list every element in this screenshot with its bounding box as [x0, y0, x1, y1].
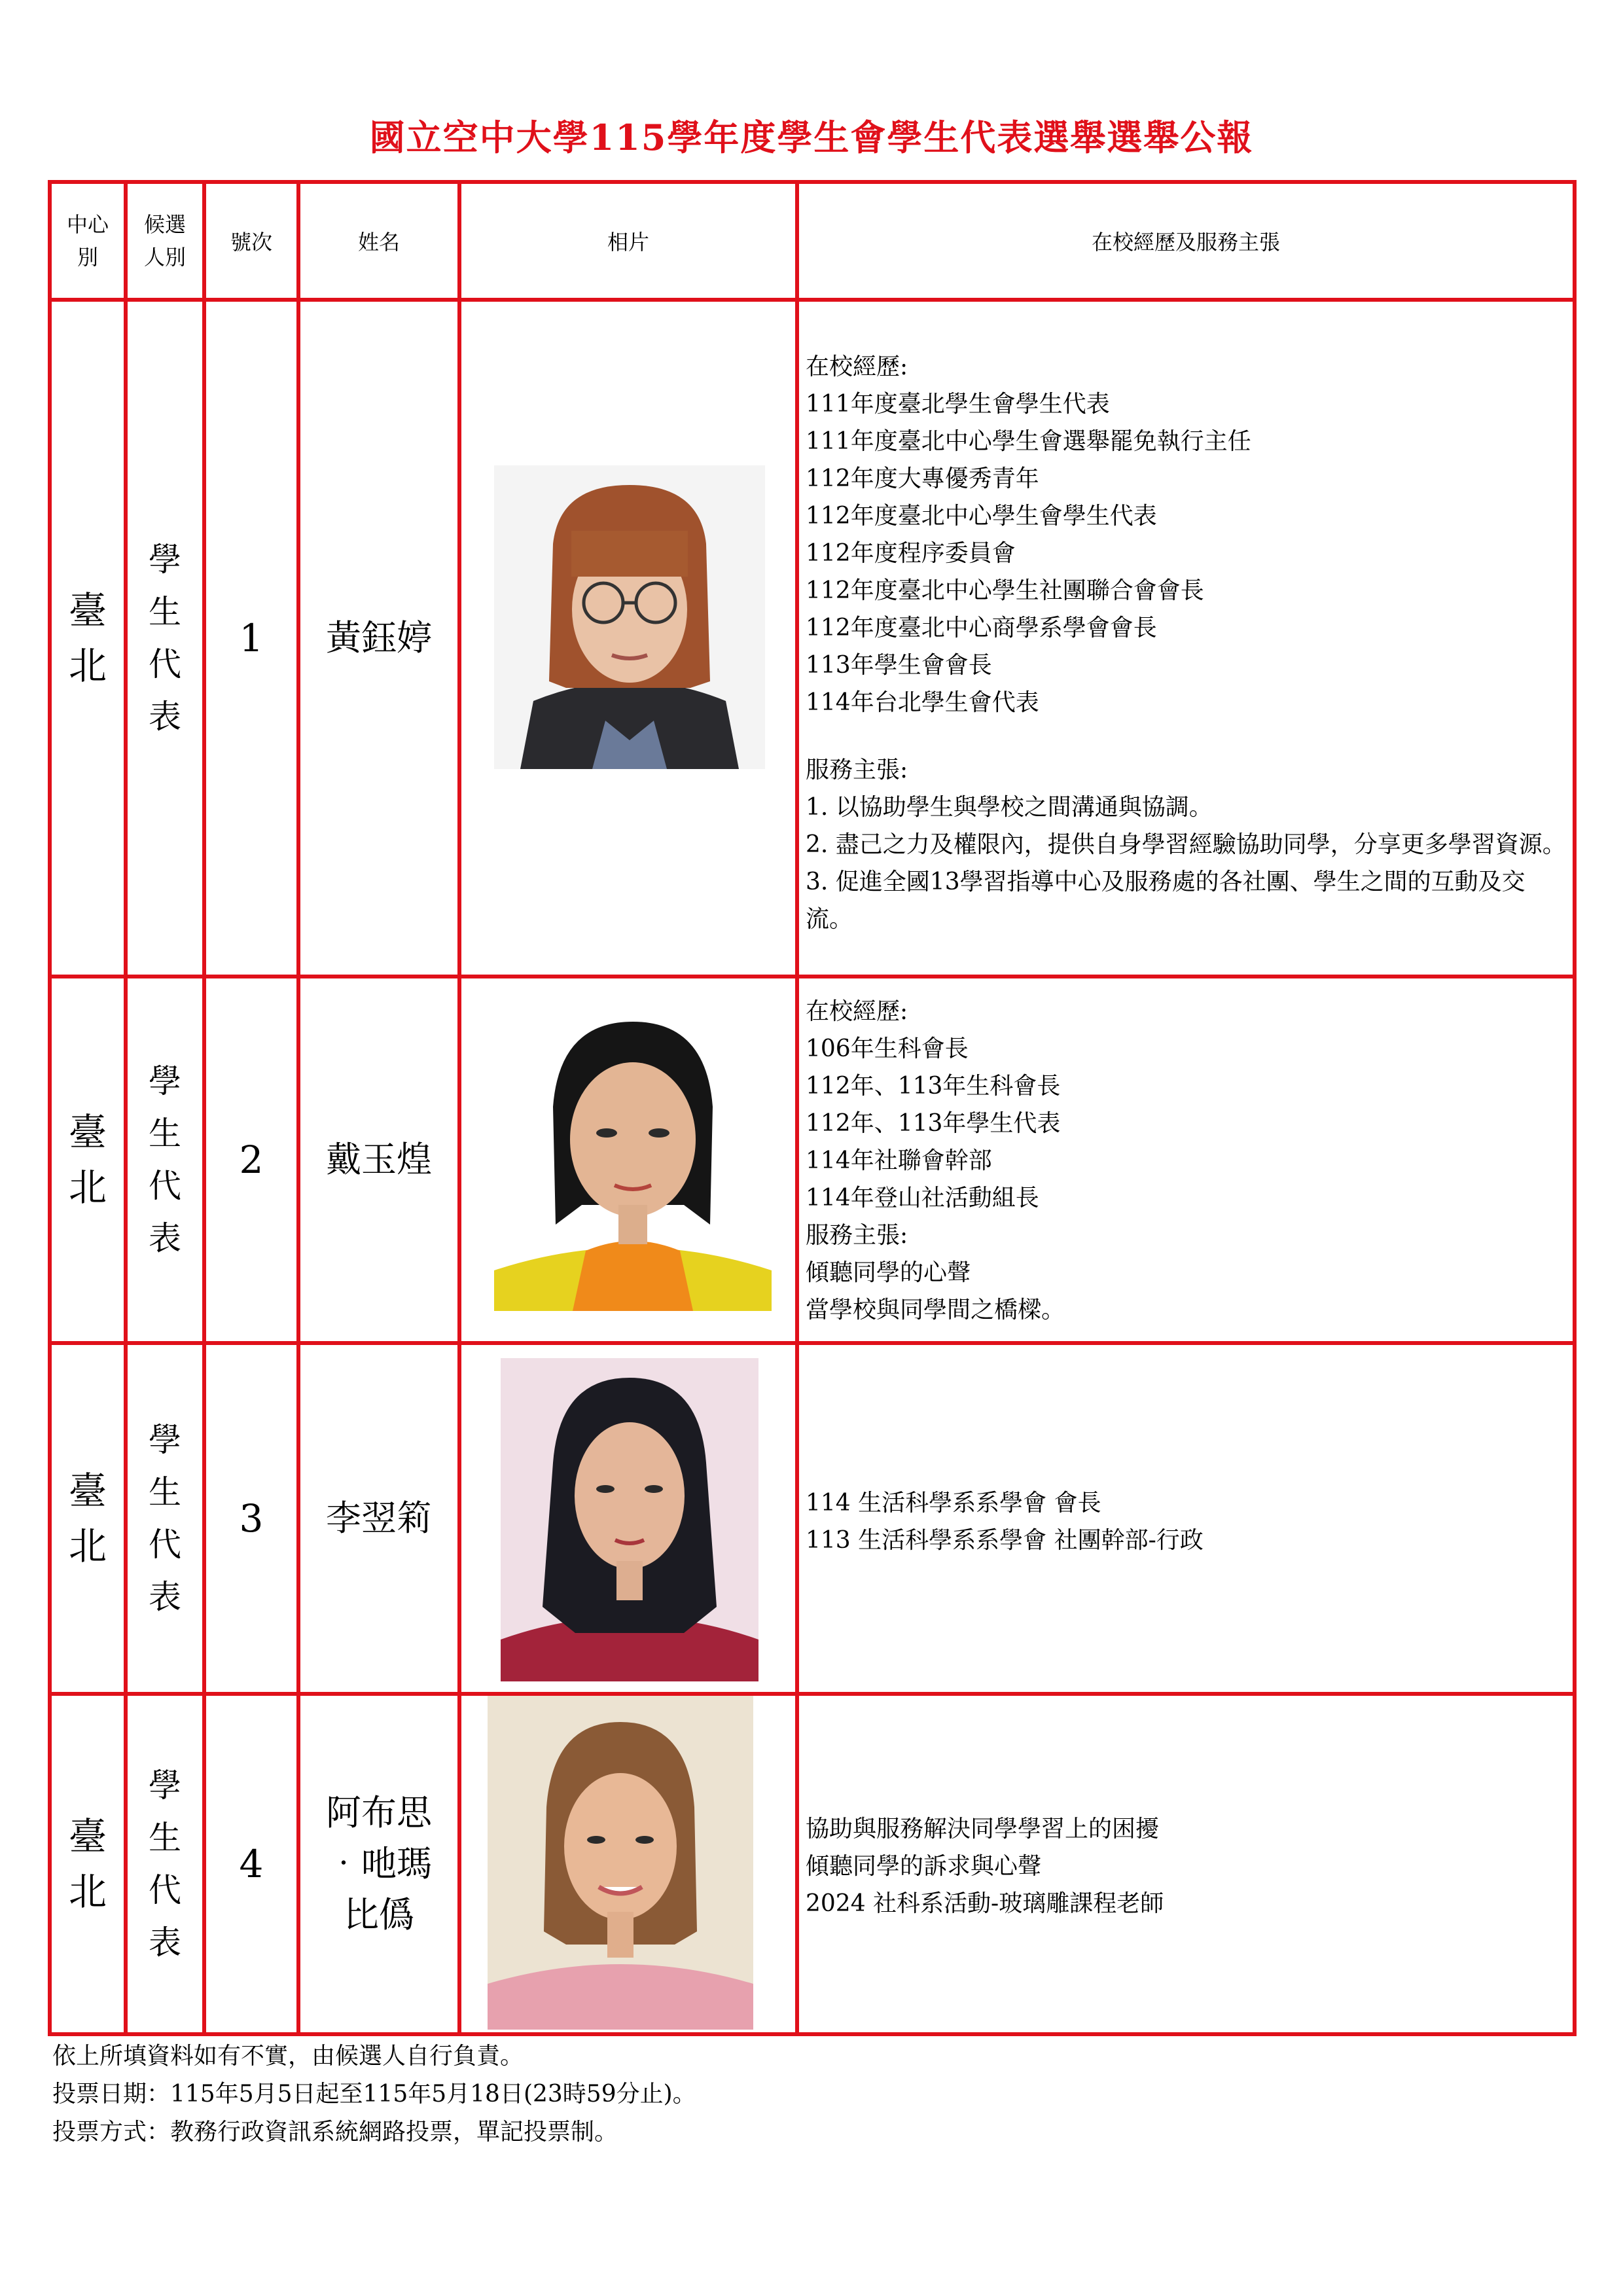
- detail-line: 3. 促進全國13學習指導中心及服務處的各社團、學生之間的互動及交流。: [806, 868, 1525, 933]
- footer-voting-dates: 投票日期：115年5月5日起至115年5月18日(23時59分止)。: [52, 2081, 696, 2108]
- candidate-details: [797, 300, 1575, 977]
- candidate-name: [298, 977, 459, 1343]
- center-char: 臺: [68, 1469, 107, 1513]
- candidate-number: 4: [204, 1694, 298, 2034]
- detail-line: 協助與服務解決同學學習上的困擾: [806, 1815, 1160, 1842]
- candidate-type-cell: [126, 1694, 204, 2034]
- header-name: 姓名: [298, 182, 459, 300]
- type-char: 生: [149, 1115, 181, 1153]
- center-char: 北: [68, 643, 107, 688]
- detail-line: 113年學生會會長: [806, 651, 992, 679]
- type-char: 代: [149, 645, 181, 683]
- candidate-row-1: [50, 300, 1575, 977]
- detail-line: 111年度臺北學生會學生代表: [806, 390, 1110, 418]
- header-number: 號次: [204, 182, 298, 300]
- center-char: 臺: [68, 1110, 107, 1155]
- detail-line: 114年台北學生會代表: [806, 689, 1039, 716]
- center-cell: [50, 1694, 126, 2034]
- detail-spacer: [806, 721, 1566, 751]
- type-char: 表: [149, 698, 181, 736]
- detail-line: 106年生科會長: [806, 1035, 969, 1062]
- candidate-photo: [501, 1358, 758, 1681]
- candidate-name-line: 比僞: [344, 1894, 414, 1935]
- detail-line: 114年登山社活動組長: [806, 1184, 1039, 1211]
- detail-line: 112年度程序委員會: [806, 539, 1016, 567]
- candidate-photo: [494, 465, 765, 769]
- candidate-photo: [494, 1009, 772, 1311]
- detail-line: 服務主張:: [806, 1221, 908, 1249]
- type-char: 表: [149, 1219, 181, 1257]
- center-char: 臺: [68, 588, 107, 633]
- detail-line: 112年、113年生科會長: [806, 1072, 1061, 1100]
- candidate-row-2: [50, 977, 1575, 1343]
- detail-line: 傾聽同學的心聲: [806, 1259, 971, 1286]
- center-char: 北: [68, 1524, 107, 1568]
- center-char: 北: [68, 1165, 107, 1210]
- type-char: 表: [149, 1924, 181, 1962]
- header-row: [50, 182, 1575, 300]
- header-type-line2: 人別: [143, 245, 186, 270]
- detail-line: 當學校與同學間之橋樑。: [806, 1296, 1065, 1323]
- type-char: 生: [149, 593, 181, 631]
- detail-line: 112年、113年學生代表: [806, 1109, 1061, 1137]
- detail-line: 112年度臺北中心學生社團聯合會會長: [806, 577, 1204, 604]
- type-char: 學: [149, 1767, 181, 1804]
- candidate-name: [298, 1694, 459, 2034]
- type-char: 生: [149, 1819, 181, 1857]
- candidate-row-4: [50, 1694, 1575, 2034]
- candidate-table: [48, 180, 1577, 2036]
- candidate-number: 2: [204, 977, 298, 1343]
- type-char: 學: [149, 1062, 181, 1100]
- candidate-number: 1: [204, 300, 298, 977]
- candidate-photo: [488, 1696, 753, 2030]
- type-char: 代: [149, 1871, 181, 1909]
- candidate-name-line: ‧吔瑪: [326, 1843, 432, 1884]
- candidate-type-cell: [126, 977, 204, 1343]
- type-char: 學: [149, 541, 181, 579]
- candidate-details: [797, 977, 1575, 1343]
- candidate-number: 3: [204, 1343, 298, 1694]
- center-cell: [50, 300, 126, 977]
- header-candidate-type: [126, 182, 204, 300]
- footer-disclaimer: 依上所填資料如有不實，由候選人自行負責。: [52, 2043, 524, 2070]
- candidate-row-3: [50, 1343, 1575, 1694]
- candidate-details: [797, 1343, 1575, 1694]
- candidate-type-cell: [126, 1343, 204, 1694]
- candidate-photo-cell: [459, 977, 797, 1343]
- header-center-line2: 別: [77, 245, 98, 270]
- type-char: 生: [149, 1473, 181, 1511]
- candidate-name: [298, 1343, 459, 1694]
- candidate-photo-cell: [459, 1694, 797, 2034]
- footer-notes: [52, 2037, 696, 2151]
- footer-voting-method: 投票方式：教務行政資訊系統網路投票，單記投票制。: [52, 2119, 618, 2145]
- detail-line: 在校經歷:: [806, 353, 908, 380]
- candidate-name-line: 阿布思: [326, 1792, 432, 1833]
- detail-line: 傾聽同學的訴求與心聲: [806, 1852, 1042, 1880]
- detail-line: 114年社聯會幹部: [806, 1147, 992, 1174]
- candidate-photo-cell: [459, 300, 797, 977]
- detail-line: 113 生活科學系系學會 社團幹部-行政: [806, 1527, 1204, 1554]
- detail-line: 在校經歷:: [806, 997, 908, 1025]
- candidate-photo-cell: [459, 1343, 797, 1694]
- center-cell: [50, 1343, 126, 1694]
- center-char: 臺: [68, 1814, 107, 1859]
- candidate-name-line: 李翌筣: [326, 1498, 432, 1539]
- detail-line: 111年度臺北中心學生會選舉罷免執行主任: [806, 427, 1251, 455]
- candidate-name: [298, 300, 459, 977]
- detail-line: 112年度臺北中心學生會學生代表: [806, 502, 1157, 529]
- detail-line: 2024 社科系活動-玻璃雕課程老師: [806, 1890, 1164, 1917]
- candidate-type-cell: [126, 300, 204, 977]
- candidate-name-line: 戴玉煌: [326, 1139, 432, 1180]
- detail-line: 2. 盡己之力及權限內，提供自身學習經驗協助同學，分享更多學習資源。: [806, 831, 1566, 858]
- detail-line: 服務主張:: [806, 756, 908, 783]
- header-details: 在校經歷及服務主張: [797, 182, 1575, 300]
- type-char: 表: [149, 1578, 181, 1616]
- detail-line: 114 生活科學系系學會 會長: [806, 1490, 1101, 1516]
- type-char: 代: [149, 1167, 181, 1205]
- candidate-name-line: 黃鈺婷: [326, 617, 432, 658]
- header-center: [50, 182, 126, 300]
- detail-line: 112年度臺北中心商學系學會會長: [806, 614, 1157, 641]
- document-title: 國立空中大學115學年度學生會學生代表選舉選舉公報: [369, 117, 1254, 158]
- center-char: 北: [68, 1869, 107, 1914]
- header-photo: 相片: [459, 182, 797, 300]
- header-type-line1: 候選: [143, 212, 186, 237]
- type-char: 代: [149, 1526, 181, 1564]
- detail-line: 1. 以協助學生與學校之間溝通與協調。: [806, 793, 1213, 821]
- center-cell: [50, 977, 126, 1343]
- detail-line: 112年度大專優秀青年: [806, 465, 1039, 492]
- candidate-details: [797, 1694, 1575, 2034]
- type-char: 學: [149, 1421, 181, 1459]
- header-center-line1: 中心: [66, 212, 109, 237]
